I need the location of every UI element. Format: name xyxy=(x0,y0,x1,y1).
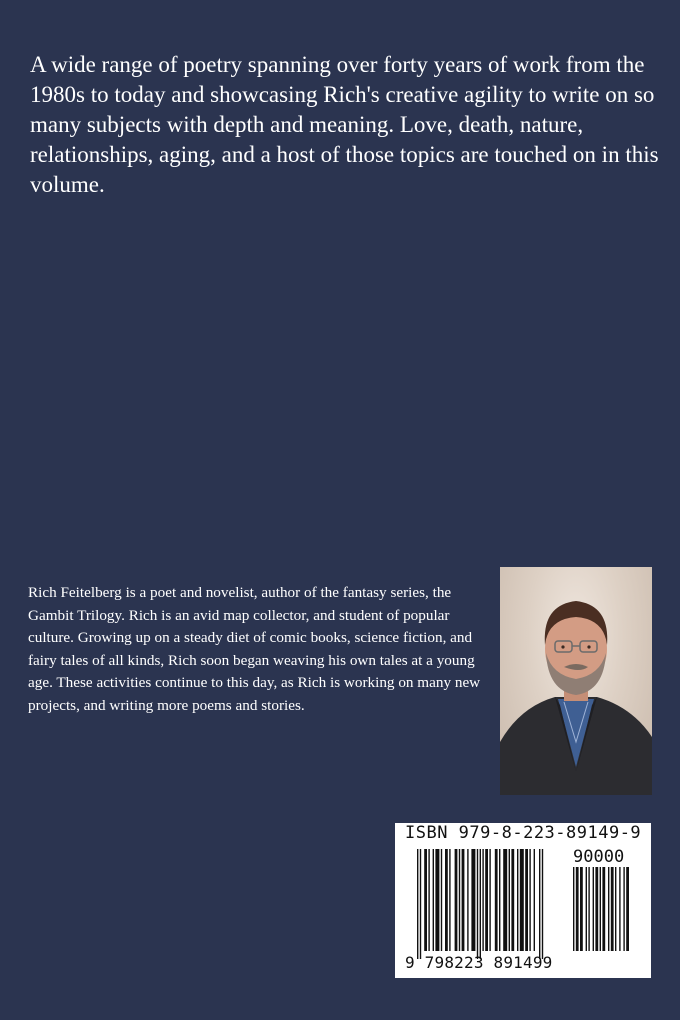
barcode-bar xyxy=(542,849,543,959)
barcode-bar xyxy=(611,867,614,951)
author-bio: Rich Feitelberg is a poet and novelist, author of the fantasy series, the Gambit Trilogy. Rich is an avid map collector, and student of popular culture. Growing up on a steady diet of comic books, science fiction, and fairy tales of all kinds, Rich soon began weaving his own tales at a young age. These activities continue to this day, as Rich is working on many new projects, and writing more poems and stories. xyxy=(28,584,481,714)
barcode-bar xyxy=(626,867,629,951)
barcode-bar xyxy=(420,849,421,959)
barcode-bar xyxy=(573,867,574,951)
barcode-bar xyxy=(445,849,448,951)
barcode-bar xyxy=(525,849,528,951)
barcode-bar xyxy=(467,849,468,951)
barcode-bar xyxy=(517,849,518,951)
barcode-bar xyxy=(441,849,442,951)
barcode-bar xyxy=(449,849,450,951)
barcode-bar xyxy=(586,867,587,951)
barcode-bar xyxy=(615,867,616,951)
barcode-bar xyxy=(600,867,601,951)
isbn-barcode xyxy=(395,823,651,978)
barcode-bar xyxy=(595,867,598,951)
barcode-bar xyxy=(608,867,609,951)
barcode-bar xyxy=(495,849,498,951)
barcode-bar xyxy=(602,867,605,951)
barcode-bar xyxy=(539,849,540,959)
barcode-bar xyxy=(509,849,510,951)
barcode-bar xyxy=(588,867,589,951)
author-photo xyxy=(500,567,652,795)
ean-bars xyxy=(417,849,561,959)
price-code: 90000 xyxy=(573,847,625,867)
barcode-bar xyxy=(489,849,490,951)
barcode-bar xyxy=(417,849,418,959)
barcode-bar xyxy=(428,849,429,951)
barcode-bar xyxy=(471,849,475,951)
price-addon-bars xyxy=(573,867,641,959)
barcode-bar xyxy=(520,849,524,951)
barcode-bar xyxy=(433,849,434,951)
barcode-bar xyxy=(503,849,507,951)
barcode-bar xyxy=(455,849,458,951)
barcode-bar xyxy=(593,867,594,951)
barcode-bar xyxy=(459,849,460,951)
barcode-bar xyxy=(485,849,488,951)
barcode-bar xyxy=(576,867,579,951)
barcode-bar xyxy=(623,867,624,951)
barcode-bar xyxy=(534,849,535,951)
barcode-bar xyxy=(435,849,439,951)
barcode-bar xyxy=(511,849,514,951)
barcode-bar xyxy=(482,849,483,951)
barcode-bar xyxy=(529,849,530,951)
book-blurb: A wide range of poetry spanning over forty years of work from the 1980s to today and showcasing Rich's creative agility to write on so many subjects with depth and meaning. Love, death, nature, relationships, aging, and a host of those topics are touched on in this volume. xyxy=(30,52,659,197)
barcode-bar xyxy=(424,849,427,951)
barcode-bar xyxy=(462,849,465,951)
barcode-bar xyxy=(480,849,481,959)
ean-digits: 9 798223 891499 xyxy=(405,953,553,972)
barcode-bar xyxy=(477,849,478,959)
barcode-bar xyxy=(499,849,500,951)
barcode-bar xyxy=(619,867,620,951)
barcode-bar xyxy=(580,867,583,951)
isbn-label: ISBN 979-8-223-89149-9 xyxy=(405,823,642,843)
